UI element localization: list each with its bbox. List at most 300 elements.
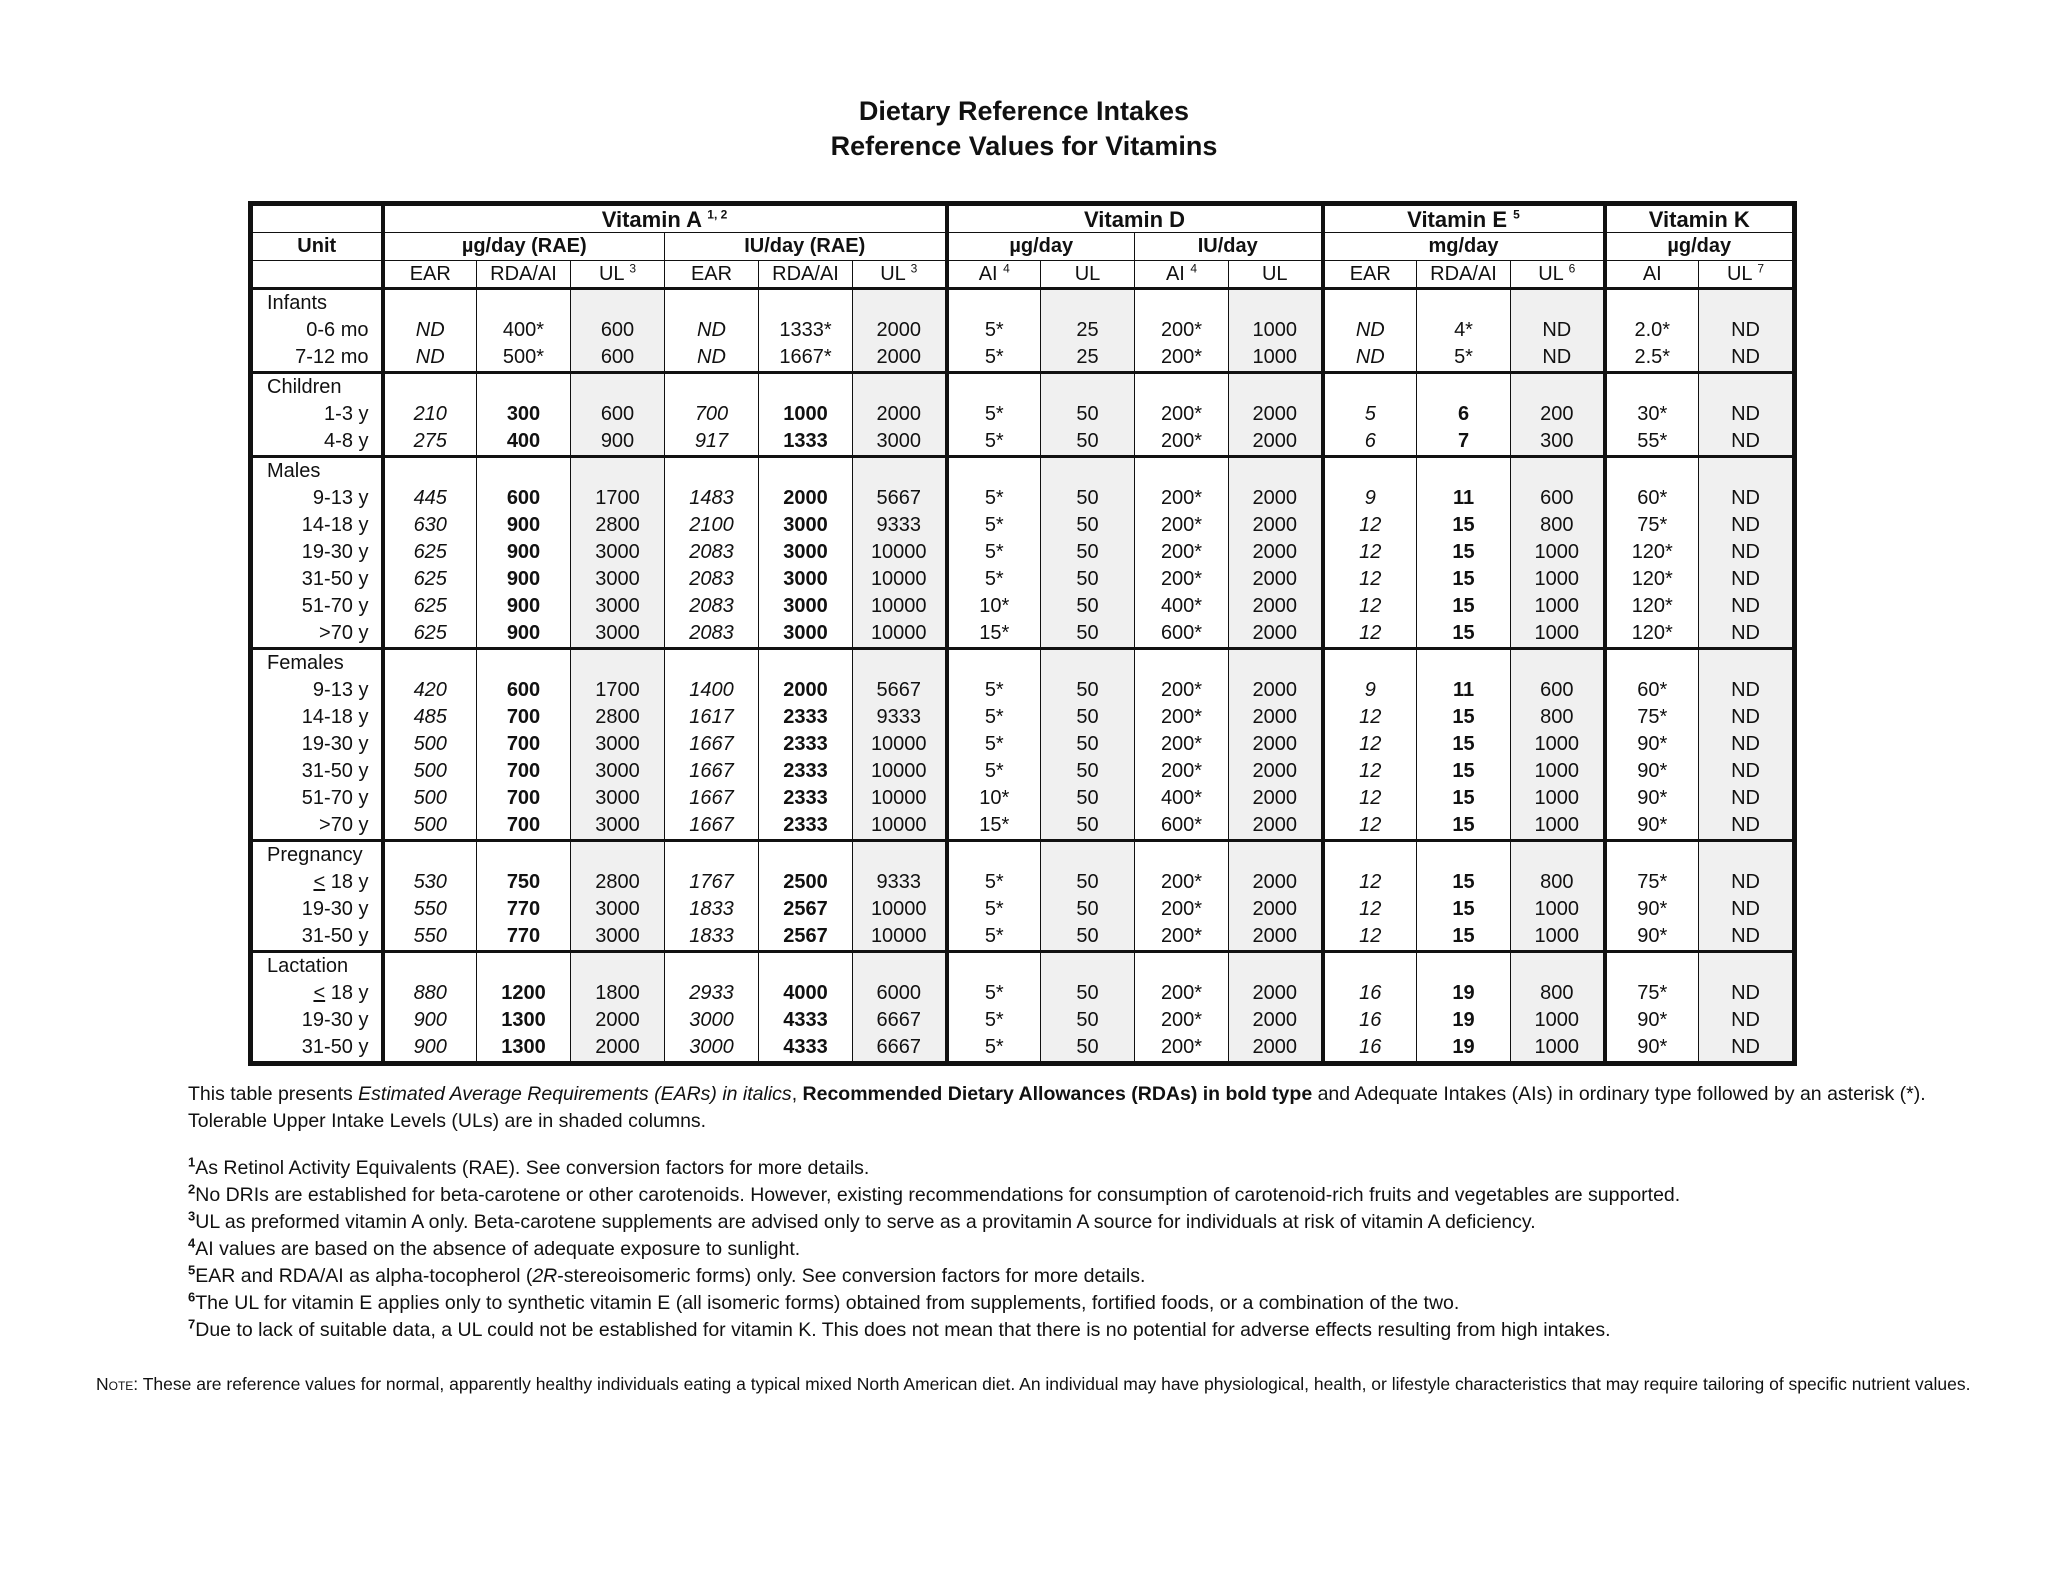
vit-k-ul-cell: ND: [1699, 428, 1795, 457]
empty-cell: [477, 457, 571, 486]
vit-a-iu-ear-cell: 2933: [665, 980, 759, 1007]
vit-k-ul-cell: ND: [1699, 869, 1795, 896]
vit-d-ai-cell: 5*: [947, 869, 1041, 896]
vit-d-ul-cell: 50: [1041, 896, 1135, 923]
empty-cell: [1323, 649, 1417, 678]
vit-a-ul-cell: 3000: [571, 539, 665, 566]
vit-a-ear-cell: 625: [383, 566, 477, 593]
row-label: < 18 y: [251, 869, 383, 896]
vit-e-ear-cell: 12: [1323, 593, 1417, 620]
vit-k-ai-cell: 120*: [1605, 566, 1699, 593]
vit-a-iu-rda-ai-cell: 2333: [759, 731, 853, 758]
empty-cell: [1699, 952, 1795, 981]
empty-cell: [1605, 289, 1699, 318]
vit-e-ear-cell: 12: [1323, 785, 1417, 812]
vit-a-iu-ear-cell: ND: [665, 317, 759, 344]
vit-d-iu-ul-cell: 2000: [1229, 785, 1323, 812]
vit-a-iu-ul-cell: 9333: [853, 512, 947, 539]
vit-k-ul-cell: ND: [1699, 485, 1795, 512]
empty-cell: [1511, 952, 1605, 981]
vit-k-ul-cell: ND: [1699, 317, 1795, 344]
vit-a-ul-cell: 3000: [571, 758, 665, 785]
vit-e-ul-cell: 1000: [1511, 785, 1605, 812]
empty-cell: [1699, 457, 1795, 486]
vit-d-ai-cell: 5*: [947, 896, 1041, 923]
vit-d-iu-ul-cell: 2000: [1229, 620, 1323, 649]
empty-cell: [571, 457, 665, 486]
empty-cell: [1135, 952, 1229, 981]
vit-a-ul-cell: 1800: [571, 980, 665, 1007]
row-label: 7-12 mo: [251, 344, 383, 373]
group-header-row: [251, 373, 1795, 402]
vit-d-iu-ul-cell: 2000: [1229, 704, 1323, 731]
vit-a-iu-ear-cell: 2083: [665, 620, 759, 649]
empty-cell: [1323, 289, 1417, 318]
vit-d-iu-ul-cell: 2000: [1229, 539, 1323, 566]
vit-e-ear-cell: 12: [1323, 566, 1417, 593]
vit-k-ai-cell: 90*: [1605, 812, 1699, 841]
vit-d-ul-cell: 50: [1041, 512, 1135, 539]
table-row: [251, 980, 1795, 1007]
group-header-row: [251, 952, 1795, 981]
group-label: Males: [251, 457, 383, 486]
vit-a-ul-cell: 1700: [571, 485, 665, 512]
col-header-ul: UL $^3$: [853, 261, 947, 289]
vit-k-ai-cell: 120*: [1605, 620, 1699, 649]
empty-cell: [1041, 373, 1135, 402]
vit-a-rda-ai-cell: 900: [477, 539, 571, 566]
vit-a-ear-cell: 880: [383, 980, 477, 1007]
vit-a-iu-ul-cell: 6667: [853, 1007, 947, 1034]
vit-d-ai-cell: 5*: [947, 566, 1041, 593]
vit-a-rda-ai-cell: 700: [477, 704, 571, 731]
vit-a-rda-ai-cell: 500*: [477, 344, 571, 373]
vit-a-rda-ai-cell: 1300: [477, 1034, 571, 1064]
vit-k-ul-cell: ND: [1699, 512, 1795, 539]
vit-e-ear-cell: 12: [1323, 923, 1417, 952]
vit-e-ul-cell: 200: [1511, 401, 1605, 428]
group-lactation: [251, 952, 1795, 1064]
vit-a-iu-ear-cell: 1400: [665, 677, 759, 704]
vit-d-ul-cell: 50: [1041, 980, 1135, 1007]
vit-a-ear-cell: ND: [383, 317, 477, 344]
table-row: [251, 758, 1795, 785]
vit-e-ear-cell: ND: [1323, 317, 1417, 344]
table-row: [251, 923, 1795, 952]
vit-a-iu-ul-cell: 10000: [853, 812, 947, 841]
vit-e-rda-ai-cell: 15: [1417, 785, 1511, 812]
vit-a-rda-ai-cell: 600: [477, 485, 571, 512]
vit-k-ul-cell: ND: [1699, 344, 1795, 373]
vit-a-rda-ai-cell: 600: [477, 677, 571, 704]
vit-a-ul-cell: 900: [571, 428, 665, 457]
table-row: [251, 869, 1795, 896]
vit-a-iu-ear-cell: 1483: [665, 485, 759, 512]
vit-a-iu-rda-ai-cell: 4333: [759, 1034, 853, 1064]
empty-cell: [1041, 649, 1135, 678]
empty-cell: [1135, 841, 1229, 870]
empty-cell: [477, 373, 571, 402]
vit-e-ul-cell: 1000: [1511, 566, 1605, 593]
vit-d-ul-cell: 50: [1041, 1034, 1135, 1064]
empty-cell: [1229, 457, 1323, 486]
vit-d-iu-ai-cell: 200*: [1135, 512, 1229, 539]
vit-d-iu-ai-cell: 600*: [1135, 812, 1229, 841]
vit-d-ai-cell: 5*: [947, 344, 1041, 373]
footnote-7: $^7$Due to lack of suitable data, a UL could not be established for vitamin K. This does not mean that there is no potential for adverse effects resulting from high intakes.: [188, 1316, 1611, 1341]
empty-cell: [665, 457, 759, 486]
vit-e-rda-ai-cell: 15: [1417, 539, 1511, 566]
row-label: 14-18 y: [251, 704, 383, 731]
vitamin-a-iu-unit: IU/day (RAE): [665, 233, 947, 261]
legend-line-1: This table presents Estimated Average Requirements (EARs) in italics, Recommended Dietary Allowances (RDAs) in bold type and Adequate Intakes (AIs) in ordinary type followed by an asterisk (*).: [188, 1083, 1926, 1105]
empty-cell: [947, 289, 1041, 318]
table-row: [251, 485, 1795, 512]
vit-e-rda-ai-cell: 19: [1417, 1034, 1511, 1064]
vit-e-ul-cell: 600: [1511, 677, 1605, 704]
vit-d-iu-ai-cell: 200*: [1135, 428, 1229, 457]
vitamin-a-header: Vitamin A $^{1, 2}$: [383, 204, 947, 233]
col-header-ul: UL: [1229, 261, 1323, 289]
vit-d-iu-ai-cell: 400*: [1135, 785, 1229, 812]
vit-a-iu-ul-cell: 10000: [853, 758, 947, 785]
table-row: [251, 785, 1795, 812]
empty-cell: [665, 649, 759, 678]
table-row: [251, 620, 1795, 649]
vit-d-ul-cell: 50: [1041, 731, 1135, 758]
row-label: 14-18 y: [251, 512, 383, 539]
vit-k-ai-cell: 30*: [1605, 401, 1699, 428]
empty-cell: [1135, 457, 1229, 486]
vit-d-iu-ul-cell: 2000: [1229, 401, 1323, 428]
empty-cell: [1699, 289, 1795, 318]
vit-e-rda-ai-cell: 5*: [1417, 344, 1511, 373]
vit-d-iu-ai-cell: 200*: [1135, 566, 1229, 593]
row-label: 51-70 y: [251, 785, 383, 812]
vit-a-iu-rda-ai-cell: 2567: [759, 896, 853, 923]
vit-d-iu-ai-cell: 200*: [1135, 923, 1229, 952]
vit-k-ai-cell: 120*: [1605, 593, 1699, 620]
vit-a-ear-cell: 550: [383, 896, 477, 923]
empty-cell: [1605, 457, 1699, 486]
vit-d-ul-cell: 50: [1041, 812, 1135, 841]
row-label-text: 18 y: [325, 871, 369, 893]
table-row: [251, 704, 1795, 731]
empty-cell: [1135, 289, 1229, 318]
vit-k-ul-cell: ND: [1699, 620, 1795, 649]
vit-d-ul-cell: 50: [1041, 923, 1135, 952]
footnote-2: $^2$No DRIs are established for beta-carotene or other carotenoids. However, existing recommendations for consumption of carotenoid-rich fruits and vegetables are supported.: [188, 1181, 1681, 1206]
row-label: 31-50 y: [251, 1034, 383, 1064]
vit-d-iu-ul-cell: 2000: [1229, 512, 1323, 539]
empty-cell: [1323, 841, 1417, 870]
vit-k-ai-cell: 90*: [1605, 923, 1699, 952]
empty-cell: [1041, 952, 1135, 981]
table-row: [251, 401, 1795, 428]
empty-cell: [1417, 952, 1511, 981]
group-children: [251, 373, 1795, 457]
col-header-ear: EAR: [383, 261, 477, 289]
vit-d-iu-ul-cell: 2000: [1229, 593, 1323, 620]
empty-cell: [759, 289, 853, 318]
group-females: [251, 649, 1795, 841]
vit-a-iu-ul-cell: 10000: [853, 593, 947, 620]
vit-a-ear-cell: 530: [383, 869, 477, 896]
vit-d-iu-ul-cell: 2000: [1229, 758, 1323, 785]
empty-cell: [759, 649, 853, 678]
vit-k-ul-cell: ND: [1699, 566, 1795, 593]
col-header-ai: AI $^4$: [947, 261, 1041, 289]
vit-a-rda-ai-cell: 1300: [477, 1007, 571, 1034]
vit-e-ear-cell: 16: [1323, 1007, 1417, 1034]
vit-d-iu-ai-cell: 200*: [1135, 869, 1229, 896]
empty-cell: [759, 952, 853, 981]
group-header-row: [251, 841, 1795, 870]
empty-cell: [1605, 841, 1699, 870]
empty-cell: [947, 457, 1041, 486]
col-header-ul: UL $^6$: [1511, 261, 1605, 289]
group-header-row: [251, 457, 1795, 486]
vit-e-ear-cell: 12: [1323, 731, 1417, 758]
vit-e-rda-ai-cell: 15: [1417, 812, 1511, 841]
vit-k-ul-cell: ND: [1699, 1007, 1795, 1034]
vit-d-iu-ul-cell: 2000: [1229, 677, 1323, 704]
vit-k-ai-cell: 90*: [1605, 758, 1699, 785]
vit-d-iu-ul-cell: 2000: [1229, 485, 1323, 512]
vit-e-ul-cell: 1000: [1511, 758, 1605, 785]
vit-d-iu-ul-cell: 2000: [1229, 980, 1323, 1007]
vit-d-ai-cell: 5*: [947, 731, 1041, 758]
vit-d-ai-cell: 10*: [947, 593, 1041, 620]
vit-d-ul-cell: 50: [1041, 785, 1135, 812]
note-paragraph: [96, 1372, 2026, 1396]
vit-d-ai-cell: 15*: [947, 812, 1041, 841]
vit-a-iu-ul-cell: 10000: [853, 731, 947, 758]
group-header-row: [251, 289, 1795, 318]
vit-e-ear-cell: 12: [1323, 812, 1417, 841]
vit-k-ai-cell: 90*: [1605, 1007, 1699, 1034]
vit-e-ul-cell: 1000: [1511, 923, 1605, 952]
vit-k-ai-cell: 75*: [1605, 980, 1699, 1007]
vit-e-rda-ai-cell: 15: [1417, 566, 1511, 593]
vit-a-ul-cell: 2800: [571, 512, 665, 539]
empty-cell: [1417, 289, 1511, 318]
vitamin-d-header: Vitamin D: [947, 204, 1323, 233]
vit-e-rda-ai-cell: 15: [1417, 704, 1511, 731]
group-label: Children: [251, 373, 383, 402]
vit-a-iu-rda-ai-cell: 2567: [759, 923, 853, 952]
vit-a-iu-ear-cell: 2100: [665, 512, 759, 539]
vit-d-iu-ul-cell: 2000: [1229, 1034, 1323, 1064]
vit-d-iu-ai-cell: 400*: [1135, 593, 1229, 620]
vit-k-ul-cell: ND: [1699, 704, 1795, 731]
vit-a-rda-ai-cell: 900: [477, 512, 571, 539]
vit-a-iu-ul-cell: 9333: [853, 869, 947, 896]
title-line-2: Reference Values for Vitamins: [830, 131, 1218, 161]
vit-a-iu-ear-cell: 1667: [665, 758, 759, 785]
row-label: 31-50 y: [251, 758, 383, 785]
vit-e-ul-cell: 1000: [1511, 731, 1605, 758]
footnote-1: $^1$As Retinol Activity Equivalents (RAE). See conversion factors for more details.: [188, 1154, 870, 1179]
vit-d-iu-ul-cell: 2000: [1229, 731, 1323, 758]
empty-cell: [947, 952, 1041, 981]
vit-a-ul-cell: 2000: [571, 1007, 665, 1034]
empty-cell: [1229, 373, 1323, 402]
row-label: 31-50 y: [251, 566, 383, 593]
vit-e-ul-cell: 800: [1511, 869, 1605, 896]
table-row: [251, 593, 1795, 620]
vit-a-iu-ear-cell: ND: [665, 344, 759, 373]
vit-a-iu-rda-ai-cell: 3000: [759, 593, 853, 620]
vit-d-ul-cell: 25: [1041, 344, 1135, 373]
note-text: These are reference values for normal, apparently healthy individuals eating a typical mixed North American diet. An individual may have physiological, health, or lifestyle characteristics that may require tailoring of specific nutrient values.: [138, 1374, 1971, 1394]
table-row: [251, 896, 1795, 923]
vit-k-ai-cell: 55*: [1605, 428, 1699, 457]
row-label: 19-30 y: [251, 731, 383, 758]
vit-d-iu-ul-cell: 1000: [1229, 317, 1323, 344]
vit-a-rda-ai-cell: 300: [477, 401, 571, 428]
vit-d-iu-ai-cell: 200*: [1135, 731, 1229, 758]
vit-e-ear-cell: 12: [1323, 896, 1417, 923]
vit-a-rda-ai-cell: 1200: [477, 980, 571, 1007]
vit-e-rda-ai-cell: 15: [1417, 593, 1511, 620]
vit-k-ul-cell: ND: [1699, 758, 1795, 785]
table-row: [251, 344, 1795, 373]
vit-a-iu-ul-cell: 10000: [853, 896, 947, 923]
group-infants: [251, 289, 1795, 373]
vit-a-ear-cell: 445: [383, 485, 477, 512]
empty-cell: [1699, 649, 1795, 678]
vit-a-ear-cell: ND: [383, 344, 477, 373]
col-header-ear: EAR: [665, 261, 759, 289]
vit-a-ear-cell: 500: [383, 785, 477, 812]
vitamin-e-unit: mg/day: [1323, 233, 1605, 261]
vit-a-iu-rda-ai-cell: 4000: [759, 980, 853, 1007]
vit-d-iu-ai-cell: 200*: [1135, 317, 1229, 344]
vit-a-iu-rda-ai-cell: 1333: [759, 428, 853, 457]
vit-e-rda-ai-cell: 11: [1417, 677, 1511, 704]
vit-d-ai-cell: 5*: [947, 317, 1041, 344]
vit-a-ear-cell: 500: [383, 812, 477, 841]
vit-a-ul-cell: 3000: [571, 566, 665, 593]
vit-d-ai-cell: 5*: [947, 512, 1041, 539]
empty-cell: [1511, 373, 1605, 402]
vit-a-iu-ear-cell: 700: [665, 401, 759, 428]
vit-e-ul-cell: 800: [1511, 704, 1605, 731]
vit-k-ai-cell: 60*: [1605, 677, 1699, 704]
vit-e-ear-cell: 12: [1323, 704, 1417, 731]
vit-e-ear-cell: ND: [1323, 344, 1417, 373]
vit-a-iu-rda-ai-cell: 3000: [759, 620, 853, 649]
vit-e-ul-cell: 1000: [1511, 1034, 1605, 1064]
vit-a-iu-rda-ai-cell: 1333*: [759, 317, 853, 344]
col-header-rda-ai: RDA/AI: [477, 261, 571, 289]
vit-a-ul-cell: 2800: [571, 869, 665, 896]
vit-a-ear-cell: 625: [383, 593, 477, 620]
vit-a-iu-ul-cell: 2000: [853, 401, 947, 428]
vit-a-rda-ai-cell: 770: [477, 896, 571, 923]
vitamin-e-header: Vitamin E $^5$: [1323, 204, 1605, 233]
vit-e-rda-ai-cell: 15: [1417, 758, 1511, 785]
vit-d-ai-cell: 5*: [947, 539, 1041, 566]
vit-a-ear-cell: 210: [383, 401, 477, 428]
group-males: [251, 457, 1795, 649]
vitamin-reference-table: [248, 201, 1797, 1066]
empty-cell: [571, 952, 665, 981]
table-row: [251, 677, 1795, 704]
vit-a-iu-ul-cell: 3000: [853, 428, 947, 457]
vit-e-ear-cell: 9: [1323, 485, 1417, 512]
row-label: 31-50 y: [251, 923, 383, 952]
empty-cell: [665, 841, 759, 870]
empty-cell: [947, 373, 1041, 402]
empty-cell: [571, 289, 665, 318]
vit-a-ear-cell: 500: [383, 731, 477, 758]
empty-cell: [1699, 373, 1795, 402]
vit-a-iu-rda-ai-cell: 3000: [759, 539, 853, 566]
vit-e-ul-cell: 800: [1511, 512, 1605, 539]
vit-e-ul-cell: 1000: [1511, 539, 1605, 566]
row-label: 0-6 mo: [251, 317, 383, 344]
vit-k-ai-cell: 75*: [1605, 704, 1699, 731]
vit-e-ear-cell: 12: [1323, 512, 1417, 539]
vit-d-ul-cell: 50: [1041, 1007, 1135, 1034]
vit-k-ai-cell: 2.5*: [1605, 344, 1699, 373]
empty-cell: [1417, 457, 1511, 486]
empty-cell: [1417, 841, 1511, 870]
vit-k-ai-cell: 90*: [1605, 731, 1699, 758]
vit-k-ai-cell: 60*: [1605, 485, 1699, 512]
group-label: Infants: [251, 289, 383, 318]
vit-a-rda-ai-cell: 700: [477, 785, 571, 812]
col-header-ul: UL $^3$: [571, 261, 665, 289]
vitamin-d-iu-unit: IU/day: [1135, 233, 1323, 261]
footnote-list: [188, 1155, 2018, 1344]
vit-a-ear-cell: 500: [383, 758, 477, 785]
empty-cell: [1511, 289, 1605, 318]
vit-d-ai-cell: 5*: [947, 758, 1041, 785]
vit-d-ai-cell: 10*: [947, 785, 1041, 812]
vit-a-iu-ear-cell: 2083: [665, 566, 759, 593]
title-line-1: Dietary Reference Intakes: [858, 96, 1190, 126]
vit-d-iu-ai-cell: 200*: [1135, 344, 1229, 373]
vit-e-ul-cell: 300: [1511, 428, 1605, 457]
empty-cell: [853, 457, 947, 486]
row-label: 19-30 y: [251, 896, 383, 923]
vit-e-rda-ai-cell: 15: [1417, 620, 1511, 649]
vit-a-iu-rda-ai-cell: 1667*: [759, 344, 853, 373]
vit-a-iu-ear-cell: 2083: [665, 593, 759, 620]
vit-d-ai-cell: 5*: [947, 1034, 1041, 1064]
vit-e-ear-cell: 16: [1323, 1034, 1417, 1064]
col-header-ai: AI $^4$: [1135, 261, 1229, 289]
vit-a-iu-ul-cell: 6667: [853, 1034, 947, 1064]
vit-a-rda-ai-cell: 900: [477, 566, 571, 593]
document-title: [0, 94, 2048, 164]
vit-a-ul-cell: 600: [571, 317, 665, 344]
vit-a-iu-ear-cell: 3000: [665, 1007, 759, 1034]
vit-e-ear-cell: 12: [1323, 758, 1417, 785]
vit-e-rda-ai-cell: 11: [1417, 485, 1511, 512]
legend-line-2: Tolerable Upper Intake Levels (ULs) are in shaded columns.: [188, 1110, 707, 1132]
empty-cell: [1229, 841, 1323, 870]
vit-a-iu-ear-cell: 1833: [665, 923, 759, 952]
vit-e-ul-cell: ND: [1511, 317, 1605, 344]
vit-a-iu-rda-ai-cell: 1000: [759, 401, 853, 428]
vit-a-ul-cell: 600: [571, 344, 665, 373]
vit-d-ul-cell: 50: [1041, 428, 1135, 457]
vit-d-iu-ul-cell: 2000: [1229, 869, 1323, 896]
